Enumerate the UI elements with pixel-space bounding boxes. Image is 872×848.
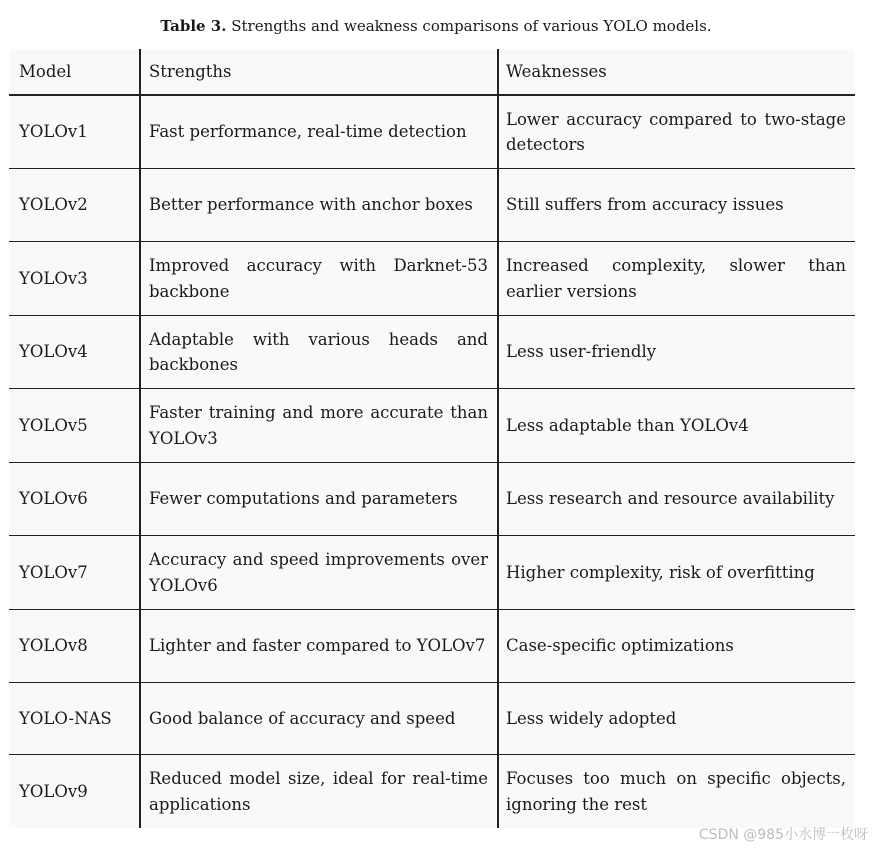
model-cell: YOLOv4 [19, 342, 88, 362]
comparison-table [9, 49, 855, 828]
weaknesses-cell: Still suffers from accuracy issues [506, 195, 784, 215]
strengths-cell: Fast performance, real-time detection [149, 122, 467, 142]
table-row [9, 755, 855, 828]
header-model: Model [19, 61, 72, 81]
table-row [9, 316, 855, 389]
table-row [9, 683, 855, 755]
table-row [9, 169, 855, 242]
caption-text: Strengths and weakness comparisons of various YOLO models. [226, 17, 712, 35]
weaknesses-cell: Increased complexity, slower than earlier versions [506, 256, 846, 301]
weaknesses-cell: Less user-friendly [506, 342, 657, 362]
weaknesses-cell: Focuses too much on specific objects, ignoring the rest [506, 769, 846, 814]
table-caption [0, 14, 872, 38]
strengths-cell: Accuracy and speed improvements over YOLOv6 [149, 550, 488, 595]
weaknesses-cell: Less widely adopted [506, 708, 677, 728]
model-cell: YOLOv8 [19, 636, 88, 656]
table-row [9, 610, 855, 683]
strengths-cell: Better performance with anchor boxes [149, 195, 473, 215]
watermark: CSDN @985小水博一枚呀 [698, 827, 868, 843]
header-strengths: Strengths [149, 61, 232, 81]
table-row [9, 463, 855, 536]
column-divider [139, 49, 141, 828]
weaknesses-cell: Case-specific optimizations [506, 636, 734, 656]
model-cell: YOLOv6 [19, 489, 88, 509]
weaknesses-cell: Less research and resource availability [506, 489, 835, 509]
strengths-cell: Good balance of accuracy and speed [149, 708, 456, 728]
strengths-cell: Faster training and more accurate than YOLOv3 [149, 403, 488, 448]
strengths-cell: Reduced model size, ideal for real-time applications [149, 769, 488, 814]
table-row [9, 389, 855, 463]
model-cell: YOLOv3 [19, 268, 88, 288]
model-cell: YOLO-NAS [19, 708, 112, 728]
weaknesses-cell: Lower accuracy compared to two-stage detectors [506, 109, 846, 154]
strengths-cell: Lighter and faster compared to YOLOv7 [149, 636, 486, 656]
model-cell: YOLOv1 [19, 122, 88, 142]
caption-label: Table 3. [160, 17, 227, 35]
header-weaknesses: Weaknesses [506, 61, 607, 81]
table-header-row [9, 49, 855, 96]
model-cell: YOLOv5 [19, 415, 88, 435]
strengths-cell: Improved accuracy with Darknet-53 backbone [149, 256, 488, 301]
table-row [9, 536, 855, 610]
model-cell: YOLOv9 [19, 781, 88, 801]
column-divider [497, 49, 499, 828]
weaknesses-cell: Less adaptable than YOLOv4 [506, 415, 749, 435]
model-cell: YOLOv2 [19, 195, 88, 215]
weaknesses-cell: Higher complexity, risk of overfitting [506, 562, 815, 582]
model-cell: YOLOv7 [19, 562, 88, 582]
table-row [9, 242, 855, 316]
strengths-cell: Adaptable with various heads and backbones [149, 329, 488, 374]
strengths-cell: Fewer computations and parameters [149, 489, 458, 509]
table-row [9, 96, 855, 169]
